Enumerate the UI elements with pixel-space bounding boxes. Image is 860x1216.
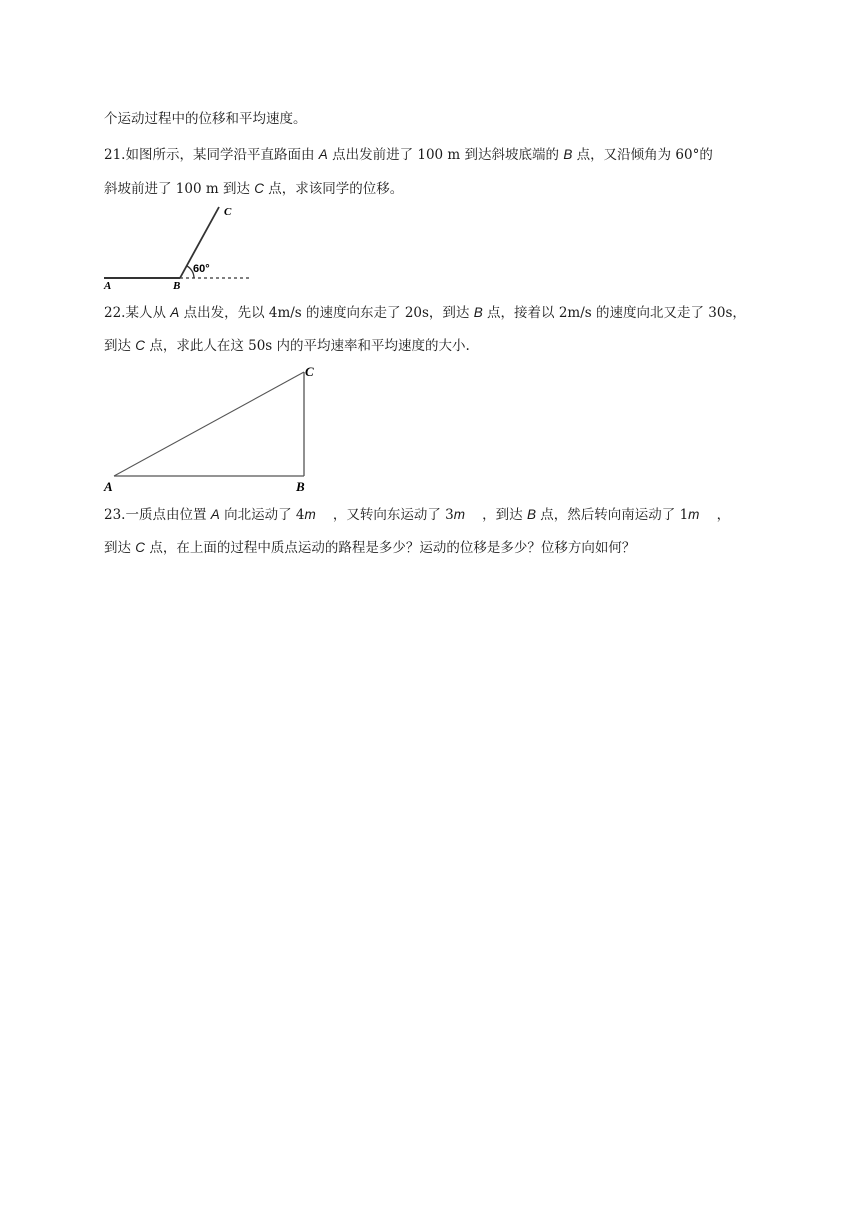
text-segment: 点出发，先以 4m/s 的速度向东走了 20s，到达 bbox=[179, 305, 474, 321]
point-a-label: A bbox=[104, 280, 112, 290]
text-segment: 个运动过程中的位移和平均速度。 bbox=[104, 111, 307, 127]
text-segment: 点，然后转向南运动了 1 bbox=[535, 507, 689, 523]
point-label: C bbox=[135, 338, 146, 353]
text-segment: ，到达 bbox=[465, 507, 527, 523]
text-segment: 斜坡前进了 100 m 到达 bbox=[104, 181, 255, 197]
text-segment: 23.一质点由位置 bbox=[104, 507, 211, 523]
point-b-label: B bbox=[173, 280, 181, 290]
text-segment: 22.某人从 bbox=[104, 305, 171, 321]
angle-label: 60° bbox=[193, 263, 210, 275]
text-line bbox=[104, 180, 764, 198]
point-label: B bbox=[563, 147, 573, 162]
point-b-label: B bbox=[296, 479, 305, 494]
text-segment: 点，求此人在这 50s 内的平均速率和平均速度的大小. bbox=[145, 338, 470, 354]
text-segment: 点，求该同学的位移。 bbox=[263, 181, 404, 197]
point-label: B bbox=[526, 507, 536, 522]
point-label: A bbox=[210, 507, 220, 522]
text-segment: ，又转向东运动了 3 bbox=[315, 507, 454, 523]
text-line bbox=[104, 337, 764, 355]
point-c-label: C bbox=[305, 364, 314, 379]
text-line bbox=[104, 110, 764, 128]
figure-22 bbox=[102, 363, 324, 495]
text-segment: 向北运动了 4 bbox=[219, 507, 305, 523]
point-label: C bbox=[254, 181, 264, 196]
question-23 bbox=[104, 506, 764, 524]
text-segment: 点，在上面的过程中质点运动的路程是多少？运动的位移是多少？位移方向如何？ bbox=[145, 540, 636, 556]
text-segment: 21.如图所示，某同学沿平直路面由 bbox=[104, 147, 319, 163]
point-label: B bbox=[473, 305, 483, 320]
point-label: C bbox=[135, 540, 146, 555]
text-segment: 点，接着以 2m/s 的速度向北又走了 30s， bbox=[482, 305, 746, 321]
unit-label: m bbox=[688, 507, 700, 522]
text-segment: 到达 bbox=[104, 338, 136, 354]
point-label: A bbox=[170, 305, 180, 320]
point-c-label: C bbox=[224, 206, 232, 218]
text-segment: ， bbox=[699, 507, 731, 523]
point-a-label: A bbox=[104, 479, 113, 494]
point-label: A bbox=[318, 147, 328, 162]
unit-label: m bbox=[304, 507, 316, 522]
question-21 bbox=[104, 146, 764, 164]
text-line bbox=[104, 539, 764, 557]
unit-label: m bbox=[453, 507, 465, 522]
text-segment: 点，又沿倾角为 60°的 bbox=[572, 147, 713, 163]
text-segment: 到达 bbox=[104, 540, 136, 556]
question-22 bbox=[104, 304, 764, 322]
figure-21 bbox=[102, 204, 254, 290]
text-segment: 点出发前进了 100 m 到达斜坡底端的 bbox=[327, 147, 564, 163]
